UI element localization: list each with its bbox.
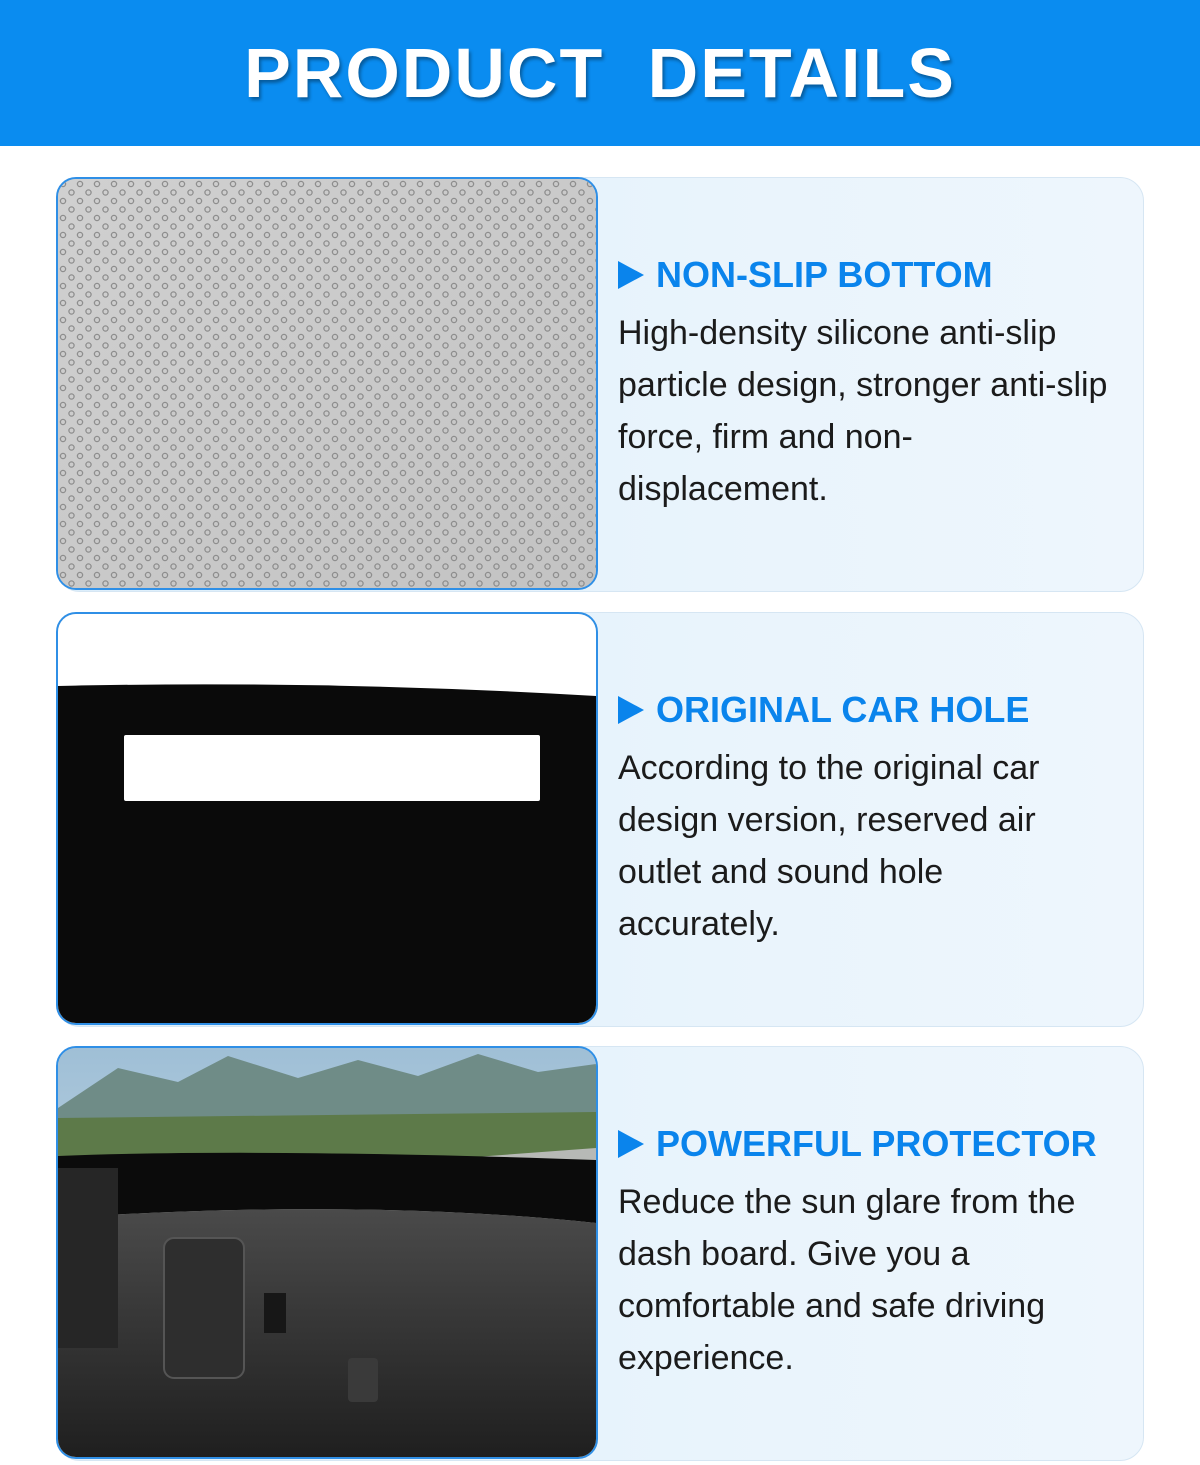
feature-text <box>618 688 1138 950</box>
feature-description: High-density silicone anti-slip particle design, stronger anti-slip force, firm and non-displacement. <box>618 314 1108 508</box>
feature-card-protector <box>56 1046 1144 1462</box>
play-arrow-icon <box>618 261 644 289</box>
car-hole-image <box>56 612 598 1025</box>
feature-title-label: NON-SLIP BOTTOM <box>656 254 993 295</box>
feature-card-car-hole <box>56 612 1144 1028</box>
feature-title-label: POWERFUL PROTECTOR <box>656 1123 1097 1164</box>
header-banner <box>0 0 1200 146</box>
feature-title-label: ORIGINAL CAR HOLE <box>656 689 1030 730</box>
feature-title <box>618 1122 1138 1166</box>
page-title: PRODUCT DETAILS <box>244 34 956 112</box>
feature-description: According to the original car design version, reserved air outlet and sound hole accurately. <box>618 749 1040 943</box>
feature-text <box>618 1122 1138 1384</box>
play-arrow-icon <box>618 1130 644 1158</box>
feature-text <box>618 253 1138 515</box>
feature-card-non-slip <box>56 177 1144 593</box>
feature-title <box>618 688 1138 732</box>
play-arrow-icon <box>618 696 644 724</box>
non-slip-texture-image <box>56 177 598 590</box>
feature-title <box>618 253 1138 297</box>
dashboard-view-image <box>56 1046 598 1459</box>
feature-description: Reduce the sun glare from the dash board. Give you a comfortable and safe driving experience. <box>618 1183 1076 1377</box>
